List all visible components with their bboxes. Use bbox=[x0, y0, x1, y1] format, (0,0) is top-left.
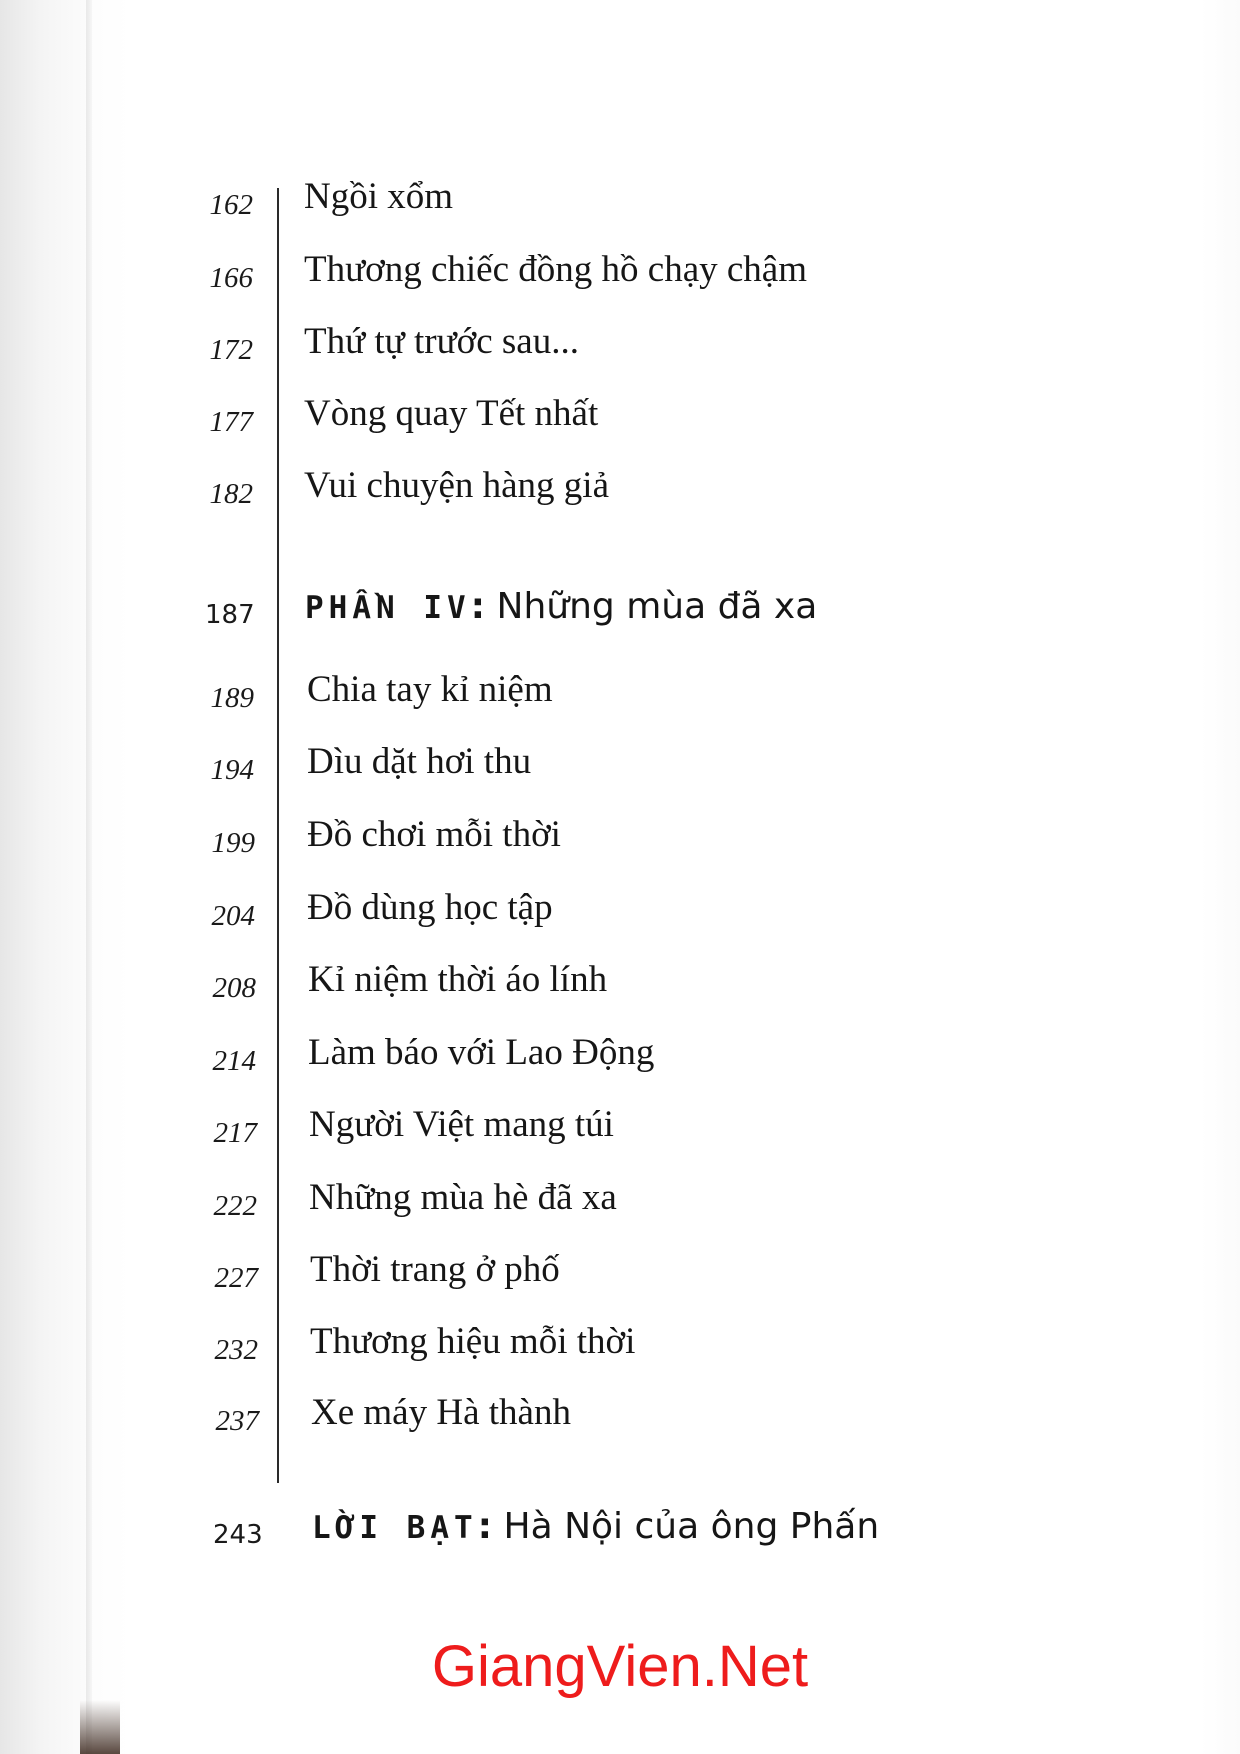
toc-page-number: 227 bbox=[214, 1262, 258, 1294]
toc-chapter-title: Vòng quay Tết nhất bbox=[304, 393, 599, 434]
toc-chapter-title: Đồ dùng học tập bbox=[307, 887, 553, 928]
toc-page-number: 204 bbox=[211, 900, 255, 932]
toc-chapter-title: Làm báo với Lao Động bbox=[308, 1032, 655, 1073]
toc-page-number: 243 bbox=[213, 1520, 263, 1550]
toc-chapter-title: Thứ tự trước sau... bbox=[304, 321, 579, 362]
toc-chapter-title: Ngồi xổm bbox=[304, 176, 454, 217]
toc-part-title bbox=[305, 577, 817, 638]
watermark-text: GiangVien.Net bbox=[431, 1634, 809, 1699]
toc-chapter-title: Chia tay kỉ niệm bbox=[307, 669, 553, 710]
toc-page-number: 182 bbox=[209, 478, 253, 510]
toc-part-title bbox=[312, 1497, 879, 1558]
toc-page-number: 199 bbox=[211, 827, 255, 859]
toc-chapter-title: Vui chuyện hàng giả bbox=[304, 465, 609, 506]
toc-page-number: 222 bbox=[213, 1190, 257, 1222]
toc-chapter-title: Dìu dặt hơi thu bbox=[307, 741, 532, 782]
toc-page-number: 237 bbox=[215, 1405, 259, 1437]
toc-chapter-title: Xe máy Hà thành bbox=[311, 1392, 571, 1433]
part-separator: : bbox=[470, 586, 486, 627]
toc-chapter-title: Thương chiếc đồng hồ chạy chậm bbox=[304, 249, 807, 290]
toc-page-number: 232 bbox=[214, 1334, 258, 1366]
toc-page-number: 177 bbox=[209, 406, 253, 438]
toc-chapter-title: Người Việt mang túi bbox=[309, 1104, 614, 1145]
toc-page-number: 208 bbox=[212, 972, 256, 1004]
toc-page-number: 162 bbox=[209, 189, 253, 221]
toc-page-number: 214 bbox=[212, 1045, 256, 1077]
toc-chapter-title: Thương hiệu mỗi thời bbox=[310, 1321, 636, 1362]
toc-page-number: 172 bbox=[209, 334, 253, 366]
toc-chapter-title: Những mùa hè đã xa bbox=[309, 1177, 617, 1218]
part-separator: : bbox=[477, 1506, 493, 1547]
toc-page-number: 166 bbox=[209, 262, 253, 294]
part-label: PHẦN IV bbox=[305, 590, 471, 626]
part-name: Hà Nội của ông Phấn bbox=[503, 1506, 880, 1547]
toc-chapter-title: Kỉ niệm thời áo lính bbox=[308, 959, 608, 1000]
toc-page-number: 217 bbox=[213, 1117, 257, 1149]
part-label: LỜI BẠT bbox=[312, 1510, 478, 1546]
toc-page-number: 194 bbox=[210, 754, 254, 786]
toc-page-number: 187 bbox=[205, 600, 255, 630]
toc-chapter-title: Thời trang ở phố bbox=[310, 1249, 560, 1290]
part-name: Những mùa đã xa bbox=[496, 586, 818, 627]
toc-page-number: 189 bbox=[210, 682, 254, 714]
toc-chapter-title: Đồ chơi mỗi thời bbox=[307, 814, 561, 855]
